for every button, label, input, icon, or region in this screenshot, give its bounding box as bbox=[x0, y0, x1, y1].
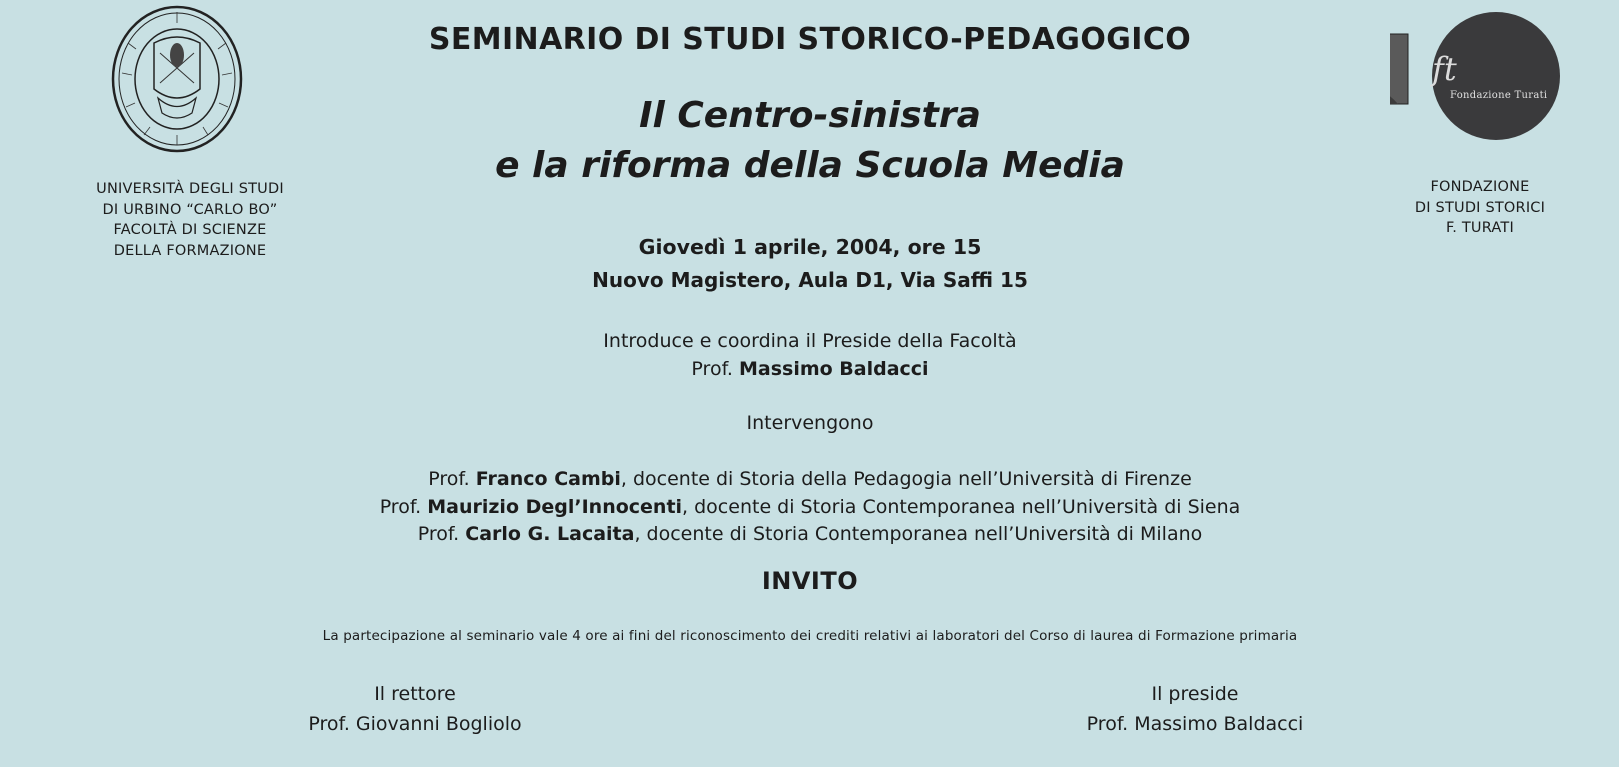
chair-name: Massimo Baldacci bbox=[738, 358, 929, 380]
speaker-line bbox=[200, 521, 1420, 549]
invito-heading: INVITO bbox=[761, 567, 859, 595]
foundation-affiliation bbox=[1380, 177, 1580, 239]
university-affiliation bbox=[40, 179, 340, 261]
speakers-list bbox=[200, 466, 1420, 549]
affiliation-line: UNIVERSITÀ DEGLI STUDI bbox=[96, 181, 284, 197]
speaker-prefix: Prof. bbox=[417, 523, 460, 545]
title-line-2: e la riforma della Scuola Media bbox=[495, 145, 1125, 186]
university-seal bbox=[108, 3, 246, 155]
svg-text:ft: ft bbox=[1432, 50, 1457, 88]
seminar-heading: SEMINARIO DI STUDI STORICO-PEDAGOGICO bbox=[428, 22, 1192, 57]
speaker-name: Franco Cambi bbox=[475, 468, 621, 490]
signature-role: Il preside bbox=[1151, 683, 1239, 705]
chair-name-line bbox=[450, 358, 1170, 380]
event-date: Giovedì 1 aprile, 2004, ore 15 bbox=[638, 235, 982, 259]
event-venue: Nuovo Magistero, Aula D1, Via Saffi 15 bbox=[592, 268, 1028, 292]
speakers-heading: Intervengono bbox=[746, 412, 874, 434]
fondazione-turati-logo bbox=[1390, 0, 1578, 155]
chair-intro: Introduce e coordina il Preside della Facoltà bbox=[603, 330, 1017, 352]
dean-signature bbox=[1030, 679, 1360, 739]
affiliation-line: DI URBINO “CARLO BO” bbox=[102, 201, 278, 218]
affiliation-line: FACOLTÀ DI SCIENZE bbox=[113, 222, 267, 238]
speaker-line bbox=[200, 494, 1420, 522]
signature-name: Prof. Giovanni Bogliolo bbox=[308, 713, 522, 735]
affiliation-line: DELLA FORMAZIONE bbox=[113, 242, 267, 259]
speaker-name: Carlo G. Lacaita bbox=[465, 523, 635, 545]
affiliation-line: DI STUDI STORICI bbox=[1414, 199, 1546, 216]
logo-text: Fondazione Turati bbox=[1450, 90, 1548, 101]
affiliation-line: F. TURATI bbox=[1446, 220, 1514, 236]
signature-name: Prof. Massimo Baldacci bbox=[1086, 713, 1304, 735]
speaker-role: , docente di Storia della Pedagogia nell’Università di Firenze bbox=[620, 468, 1192, 490]
chair-prefix: Prof. bbox=[691, 358, 733, 380]
speaker-prefix: Prof. bbox=[379, 495, 422, 518]
affiliation-line: FONDAZIONE bbox=[1430, 179, 1530, 195]
speaker-role: , docente di Storia Contemporanea nell’Università di Milano bbox=[634, 523, 1203, 545]
credits-note: La partecipazione al seminario vale 4 ore ai fini del riconoscimento dei crediti relativi ai laboratori del Corso di laurea di Formazione primaria bbox=[322, 628, 1298, 644]
speaker-prefix: Prof. bbox=[428, 468, 470, 490]
speaker-line bbox=[200, 466, 1420, 494]
speaker-role: , docente di Storia Contemporanea nell’Università di Siena bbox=[682, 495, 1241, 518]
signature-role: Il rettore bbox=[374, 683, 456, 705]
speaker-name: Maurizio Degl’Innocenti bbox=[427, 495, 683, 518]
title-line-1: Il Centro-sinistra bbox=[639, 95, 981, 136]
rector-signature bbox=[250, 679, 580, 739]
